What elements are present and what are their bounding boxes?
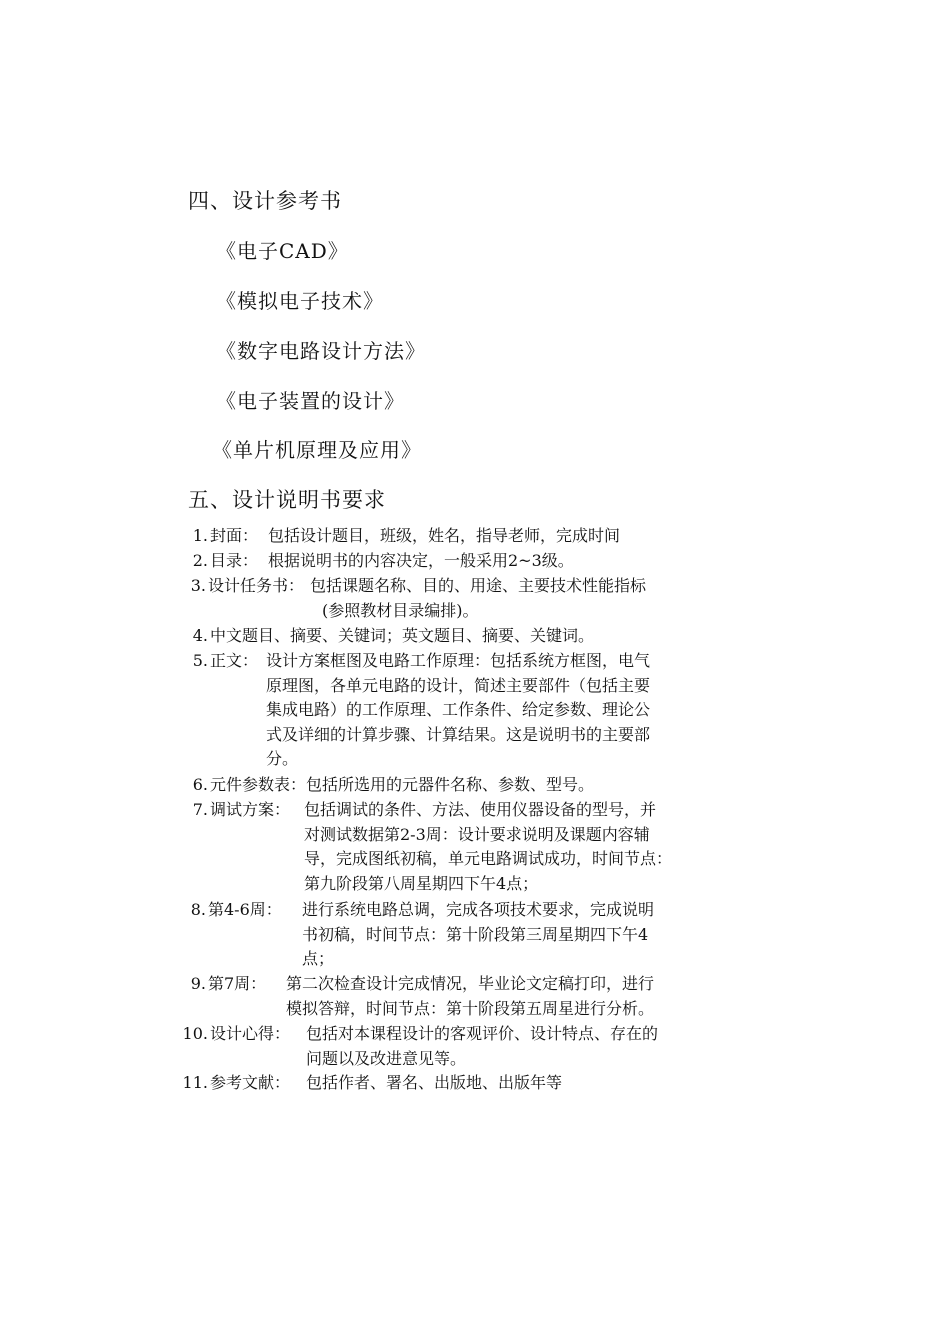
item-body: 进行系统电路总调，完成各项技术要求，完成说明 书初稿，时间节点：第十阶段第三周星期四下午4 点；: [302, 900, 655, 968]
item-body: 第二次检查设计完成情况，毕业论文定稿打印，进行 模拟答辩，时间节点：第十阶段第五周星进行分析。: [286, 974, 655, 1018]
reference-book: 《数字电路设计方法》: [216, 339, 426, 363]
item-label: 设计任务书：: [208, 576, 305, 595]
section-5-heading: 五、设计说明书要求: [188, 488, 386, 512]
item-label: 元件参数表：包括所选用的元器件名称、参数、型号。: [210, 775, 595, 794]
item-label: 第4-6周：: [208, 900, 282, 919]
item-body: 包括对本课程设计的客观评价、设计特点、存在的 问题以及改进意见等。: [306, 1024, 659, 1068]
item-number: 10.: [182, 1024, 208, 1043]
reference-book: 《电子装置的设计》: [216, 389, 405, 413]
item-label: 封面：: [210, 526, 259, 545]
item-body: 包括设计题目，班级，姓名，指导老师，完成时间: [268, 526, 621, 545]
item-label: 正文：: [210, 651, 259, 670]
item-body: 包括调试的条件、方法、使用仪器设备的型号，并 对测试数据第2-3周：设计要求说明及课题内容辅 导，完成图纸初稿，单元电路调试成功，时间节点： 第九阶段第八周星期四下午4点；: [304, 800, 673, 893]
item-number: 2.: [192, 551, 208, 570]
reference-book: 《模拟电子技术》: [216, 289, 384, 313]
item-label: 设计心得：: [210, 1024, 291, 1043]
item-label: 中文题目、摘要、关键词；英文题目、摘要、关键词。: [210, 626, 595, 645]
item-label: 第7周：: [208, 974, 267, 993]
item-number: 6.: [192, 775, 208, 794]
reference-book: 《单片机原理及应用》: [212, 438, 422, 462]
item-label: 调试方案：: [210, 800, 291, 819]
item-body: 根据说明书的内容决定，一般采用2~3级。: [268, 551, 574, 570]
item-body: 包括课题名称、目的、用途、主要技术性能指标 (参照教材目录编排)。: [310, 576, 647, 620]
section-4-heading: 四、设计参考书: [188, 189, 342, 213]
item-number: 4.: [192, 626, 208, 645]
item-label: 参考文献：: [210, 1073, 291, 1092]
item-number: 11.: [182, 1073, 208, 1092]
item-number: 9.: [190, 974, 206, 993]
item-body: 包括作者、署名、出版地、出版年等: [306, 1073, 563, 1092]
reference-book: 《电子CAD》: [216, 239, 349, 263]
item-number: 5.: [192, 651, 208, 670]
item-number: 1.: [192, 526, 208, 545]
item-number: 3.: [190, 576, 206, 595]
item-label: 目录：: [210, 551, 259, 570]
item-number: 7.: [192, 800, 208, 819]
item-body: 设计方案框图及电路工作原理：包括系统方框图，电气 原理图，各单元电路的设计，简述主要部件（包括主要 集成电路）的工作原理、工作条件、给定参数、理论公 式及详细的计算步骤、计算结果。这是说明书的主要部 分。: [266, 651, 651, 768]
item-number: 8.: [190, 900, 206, 919]
